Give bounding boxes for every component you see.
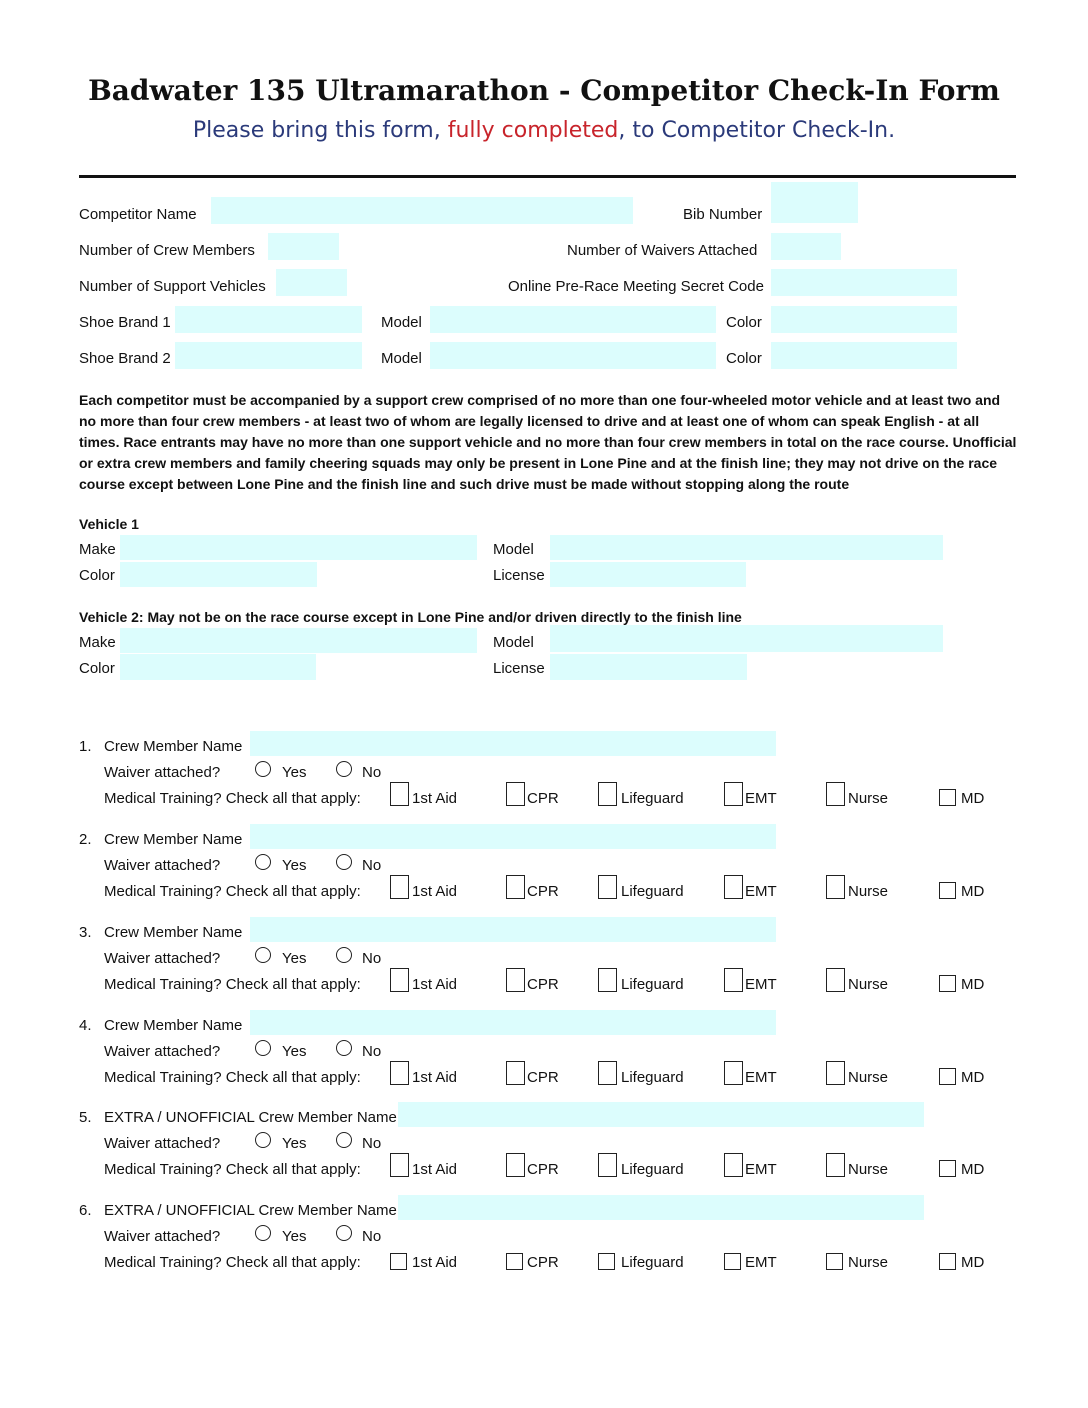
crew-5-emt-checkbox[interactable] bbox=[724, 1153, 743, 1177]
crew-1-lifeguard-checkbox[interactable] bbox=[598, 782, 617, 806]
crew-6-nurse-label: Nurse bbox=[848, 1254, 889, 1271]
crew-6-cpr-checkbox[interactable] bbox=[506, 1253, 523, 1270]
crew-5-name-label: EXTRA / UNOFFICIAL Crew Member Name bbox=[104, 1109, 397, 1126]
crew-1-nurse-checkbox[interactable] bbox=[826, 782, 845, 806]
crew-1-emt-label: EMT bbox=[745, 790, 777, 807]
vehicle-2-license-input[interactable] bbox=[550, 654, 747, 680]
crew-3-medical-label: Medical Training? Check all that apply: bbox=[104, 976, 361, 993]
crew-6-emt-label: EMT bbox=[745, 1254, 777, 1271]
waivers-count-label: Number of Waivers Attached bbox=[567, 242, 758, 259]
crew-5-waiver-yes-label: Yes bbox=[282, 1135, 307, 1152]
crew-2-waiver-no-label: No bbox=[362, 857, 382, 874]
crew-2-1st-aid-checkbox[interactable] bbox=[390, 875, 409, 899]
shoe-brand-1-input[interactable] bbox=[175, 306, 362, 333]
crew-3-1st-aid-checkbox[interactable] bbox=[390, 968, 409, 992]
crew-5-name-input[interactable] bbox=[398, 1102, 924, 1127]
crew-5-cpr-checkbox[interactable] bbox=[506, 1153, 525, 1177]
shoe-2-color-label: Color bbox=[726, 350, 762, 367]
vehicle-2-make-label: Make bbox=[79, 634, 116, 651]
crew-2-waiver-no-radio[interactable] bbox=[336, 854, 352, 870]
crew-3-emt-checkbox[interactable] bbox=[724, 968, 743, 992]
crew-4-nurse-label: Nurse bbox=[848, 1069, 889, 1086]
crew-2-cpr-label: CPR bbox=[527, 883, 559, 900]
crew-5-lifeguard-checkbox[interactable] bbox=[598, 1153, 617, 1177]
shoe-brand-2-input[interactable] bbox=[175, 342, 362, 369]
rules-paragraph: Each competitor must be accompanied by a support crew comprised of no more than one four-wheeled motor vehicle and at least two and no more than four crew members - at least two of whom are legally licensed to drive and at least one of whom can speak English - at all times. Race entrants may have no more than one support vehicle and no more than four crew members in total on the race course. Unofficial or extra crew members and family cheering squads may only be present in Lone Pine and at the finish line; they may not drive on the race course except between Lone Pine and the finish line and such drive must be made without stopping along the route bbox=[79, 392, 1017, 492]
crew-1-1st-aid-checkbox[interactable] bbox=[390, 782, 409, 806]
crew-1-waiver-no-label: No bbox=[362, 764, 382, 781]
vehicle-2-color-input[interactable] bbox=[120, 654, 316, 680]
vehicle-2-heading: Vehicle 2: May not be on the race course except in Lone Pine and/or driven directly to the finish line bbox=[79, 609, 742, 625]
crew-3-emt-label: EMT bbox=[745, 976, 777, 993]
crew-3-lifeguard-checkbox[interactable] bbox=[598, 968, 617, 992]
crew-3-cpr-label: CPR bbox=[527, 976, 559, 993]
form-title: Badwater 135 Ultramarathon - Competitor Check-In Form bbox=[88, 74, 1000, 107]
crew-4-nurse-checkbox[interactable] bbox=[826, 1061, 845, 1085]
crew-4-name-label: Crew Member Name bbox=[104, 1017, 243, 1034]
crew-3-waiver-yes-radio[interactable] bbox=[255, 947, 271, 963]
waivers-count-input[interactable] bbox=[771, 233, 841, 260]
crew-6-waiver-label: Waiver attached? bbox=[104, 1228, 221, 1245]
crew-4-lifeguard-checkbox[interactable] bbox=[598, 1061, 617, 1085]
vehicles-count-input[interactable] bbox=[276, 269, 347, 296]
crew-2-name-input[interactable] bbox=[250, 824, 776, 849]
crew-1-cpr-checkbox[interactable] bbox=[506, 782, 525, 806]
crew-2-md-checkbox[interactable] bbox=[939, 882, 956, 899]
crew-3-number: 3. bbox=[79, 924, 92, 941]
crew-1-lifeguard-label: Lifeguard bbox=[621, 790, 684, 807]
secret-code-input[interactable] bbox=[771, 269, 957, 296]
crew-4-waiver-yes-radio[interactable] bbox=[255, 1040, 271, 1056]
crew-4-cpr-label: CPR bbox=[527, 1069, 559, 1086]
vehicle-2-model-input[interactable] bbox=[550, 625, 943, 652]
crew-2-nurse-label: Nurse bbox=[848, 883, 889, 900]
crew-2-md-label: MD bbox=[961, 883, 985, 900]
crew-1-waiver-yes-label: Yes bbox=[282, 764, 307, 781]
subtitle-post: , to Competitor Check-In. bbox=[618, 118, 896, 143]
crew-1-md-label: MD bbox=[961, 790, 985, 807]
crew-1-medical-label: Medical Training? Check all that apply: bbox=[104, 790, 361, 807]
vehicle-1-heading: Vehicle 1 bbox=[79, 516, 139, 532]
crew-5-1st-aid-label: 1st Aid bbox=[412, 1161, 458, 1178]
crew-3-md-checkbox[interactable] bbox=[939, 975, 956, 992]
crew-6-name-label: EXTRA / UNOFFICIAL Crew Member Name bbox=[104, 1202, 397, 1219]
crew-1-1st-aid-label: 1st Aid bbox=[412, 790, 458, 807]
crew-4-waiver-no-label: No bbox=[362, 1043, 382, 1060]
crew-3-md-label: MD bbox=[961, 976, 985, 993]
crew-5-nurse-checkbox[interactable] bbox=[826, 1153, 845, 1177]
crew-2-name-label: Crew Member Name bbox=[104, 831, 243, 848]
shoe-2-color-input[interactable] bbox=[771, 342, 957, 369]
crew-1-name-label: Crew Member Name bbox=[104, 738, 243, 755]
vehicle-2-model-label: Model bbox=[493, 634, 534, 651]
crew-6-emt-checkbox[interactable] bbox=[724, 1253, 741, 1270]
shoe-1-color-label: Color bbox=[726, 314, 762, 331]
crew-3-name-input[interactable] bbox=[250, 917, 776, 942]
competitor-name-label: Competitor Name bbox=[79, 206, 197, 223]
crew-4-lifeguard-label: Lifeguard bbox=[621, 1069, 684, 1086]
crew-2-lifeguard-label: Lifeguard bbox=[621, 883, 684, 900]
crew-2-lifeguard-checkbox[interactable] bbox=[598, 875, 617, 899]
crew-4-md-checkbox[interactable] bbox=[939, 1068, 956, 1085]
vehicle-1-license-input[interactable] bbox=[550, 562, 746, 587]
crew-6-waiver-no-radio[interactable] bbox=[336, 1225, 352, 1241]
crew-count-input[interactable] bbox=[268, 233, 339, 260]
crew-6-waiver-no-label: No bbox=[362, 1228, 382, 1245]
crew-4-medical-label: Medical Training? Check all that apply: bbox=[104, 1069, 361, 1086]
crew-4-waiver-no-radio[interactable] bbox=[336, 1040, 352, 1056]
crew-2-number: 2. bbox=[79, 831, 92, 848]
crew-3-1st-aid-label: 1st Aid bbox=[412, 976, 458, 993]
vehicles-count-label: Number of Support Vehicles bbox=[79, 278, 266, 295]
crew-5-nurse-label: Nurse bbox=[848, 1161, 889, 1178]
crew-5-waiver-label: Waiver attached? bbox=[104, 1135, 221, 1152]
crew-5-cpr-label: CPR bbox=[527, 1161, 559, 1178]
crew-2-cpr-checkbox[interactable] bbox=[506, 875, 525, 899]
crew-2-nurse-checkbox[interactable] bbox=[826, 875, 845, 899]
crew-2-emt-label: EMT bbox=[745, 883, 777, 900]
crew-1-md-checkbox[interactable] bbox=[939, 789, 956, 806]
bib-number-label: Bib Number bbox=[683, 206, 763, 223]
crew-1-nurse-label: Nurse bbox=[848, 790, 889, 807]
form-subtitle bbox=[0, 118, 1088, 143]
crew-6-1st-aid-label: 1st Aid bbox=[412, 1254, 458, 1271]
crew-6-md-checkbox[interactable] bbox=[939, 1253, 956, 1270]
competitor-name-input[interactable] bbox=[211, 197, 633, 224]
subtitle-pre: Please bring this form, bbox=[192, 118, 448, 143]
crew-4-cpr-checkbox[interactable] bbox=[506, 1061, 525, 1085]
crew-4-name-input[interactable] bbox=[250, 1010, 776, 1035]
crew-5-waiver-no-radio[interactable] bbox=[336, 1132, 352, 1148]
crew-6-cpr-label: CPR bbox=[527, 1254, 559, 1271]
crew-1-waiver-no-radio[interactable] bbox=[336, 761, 352, 777]
crew-5-waiver-no-label: No bbox=[362, 1135, 382, 1152]
crew-1-cpr-label: CPR bbox=[527, 790, 559, 807]
crew-2-emt-checkbox[interactable] bbox=[724, 875, 743, 899]
crew-4-1st-aid-label: 1st Aid bbox=[412, 1069, 458, 1086]
crew-1-emt-checkbox[interactable] bbox=[724, 782, 743, 806]
crew-6-nurse-checkbox[interactable] bbox=[826, 1253, 843, 1270]
vehicle-2-make-input[interactable] bbox=[120, 628, 477, 653]
crew-5-lifeguard-label: Lifeguard bbox=[621, 1161, 684, 1178]
crew-1-waiver-label: Waiver attached? bbox=[104, 764, 221, 781]
crew-count-label: Number of Crew Members bbox=[79, 242, 255, 259]
crew-2-waiver-label: Waiver attached? bbox=[104, 857, 221, 874]
vehicle-1-color-input[interactable] bbox=[120, 562, 317, 587]
vehicle-1-model-label: Model bbox=[493, 541, 534, 558]
crew-4-number: 4. bbox=[79, 1017, 92, 1034]
crew-6-1st-aid-checkbox[interactable] bbox=[390, 1253, 407, 1270]
crew-4-md-label: MD bbox=[961, 1069, 985, 1086]
crew-3-lifeguard-label: Lifeguard bbox=[621, 976, 684, 993]
crew-3-waiver-no-radio[interactable] bbox=[336, 947, 352, 963]
crew-3-cpr-checkbox[interactable] bbox=[506, 968, 525, 992]
crew-6-waiver-yes-radio[interactable] bbox=[255, 1225, 271, 1241]
vehicle-2-color-label: Color bbox=[79, 660, 115, 677]
crew-4-waiver-yes-label: Yes bbox=[282, 1043, 307, 1060]
crew-5-1st-aid-checkbox[interactable] bbox=[390, 1153, 409, 1177]
subtitle-emphasis: fully completed bbox=[447, 118, 619, 143]
vehicle-1-license-label: License bbox=[493, 567, 545, 584]
header-divider bbox=[79, 175, 1016, 178]
crew-6-lifeguard-label: Lifeguard bbox=[621, 1254, 684, 1271]
crew-3-nurse-checkbox[interactable] bbox=[826, 968, 845, 992]
crew-6-waiver-yes-label: Yes bbox=[282, 1228, 307, 1245]
crew-6-lifeguard-checkbox[interactable] bbox=[598, 1253, 615, 1270]
vehicle-1-color-label: Color bbox=[79, 567, 115, 584]
crew-3-name-label: Crew Member Name bbox=[104, 924, 243, 941]
crew-1-name-input[interactable] bbox=[250, 731, 776, 756]
crew-2-1st-aid-label: 1st Aid bbox=[412, 883, 458, 900]
vehicle-2-license-label: License bbox=[493, 660, 545, 677]
crew-3-waiver-label: Waiver attached? bbox=[104, 950, 221, 967]
crew-1-waiver-yes-radio[interactable] bbox=[255, 761, 271, 777]
shoe-2-model-label: Model bbox=[381, 350, 422, 367]
crew-5-waiver-yes-radio[interactable] bbox=[255, 1132, 271, 1148]
vehicle-1-make-input[interactable] bbox=[120, 535, 477, 560]
shoe-brand-1-label: Shoe Brand 1 bbox=[79, 314, 171, 331]
vehicle-1-make-label: Make bbox=[79, 541, 116, 558]
crew-2-medical-label: Medical Training? Check all that apply: bbox=[104, 883, 361, 900]
vehicle-1-model-input[interactable] bbox=[550, 535, 943, 560]
crew-3-nurse-label: Nurse bbox=[848, 976, 889, 993]
shoe-2-model-input[interactable] bbox=[430, 342, 716, 369]
crew-4-waiver-label: Waiver attached? bbox=[104, 1043, 221, 1060]
crew-4-emt-label: EMT bbox=[745, 1069, 777, 1086]
crew-3-waiver-yes-label: Yes bbox=[282, 950, 307, 967]
crew-2-waiver-yes-label: Yes bbox=[282, 857, 307, 874]
crew-5-emt-label: EMT bbox=[745, 1161, 777, 1178]
crew-5-medical-label: Medical Training? Check all that apply: bbox=[104, 1161, 361, 1178]
shoe-1-model-input[interactable] bbox=[430, 306, 716, 333]
shoe-1-color-input[interactable] bbox=[771, 306, 957, 333]
crew-5-number: 5. bbox=[79, 1109, 92, 1126]
crew-2-waiver-yes-radio[interactable] bbox=[255, 854, 271, 870]
shoe-brand-2-label: Shoe Brand 2 bbox=[79, 350, 171, 367]
crew-5-md-checkbox[interactable] bbox=[939, 1160, 956, 1177]
secret-code-label: Online Pre-Race Meeting Secret Code bbox=[508, 278, 764, 295]
crew-6-name-input[interactable] bbox=[398, 1195, 924, 1220]
crew-6-number: 6. bbox=[79, 1202, 92, 1219]
crew-4-1st-aid-checkbox[interactable] bbox=[390, 1061, 409, 1085]
crew-4-emt-checkbox[interactable] bbox=[724, 1061, 743, 1085]
bib-number-input[interactable] bbox=[771, 182, 858, 223]
crew-3-waiver-no-label: No bbox=[362, 950, 382, 967]
crew-1-number: 1. bbox=[79, 738, 92, 755]
crew-6-medical-label: Medical Training? Check all that apply: bbox=[104, 1254, 361, 1271]
crew-6-md-label: MD bbox=[961, 1254, 985, 1271]
shoe-1-model-label: Model bbox=[381, 314, 422, 331]
crew-5-md-label: MD bbox=[961, 1161, 985, 1178]
